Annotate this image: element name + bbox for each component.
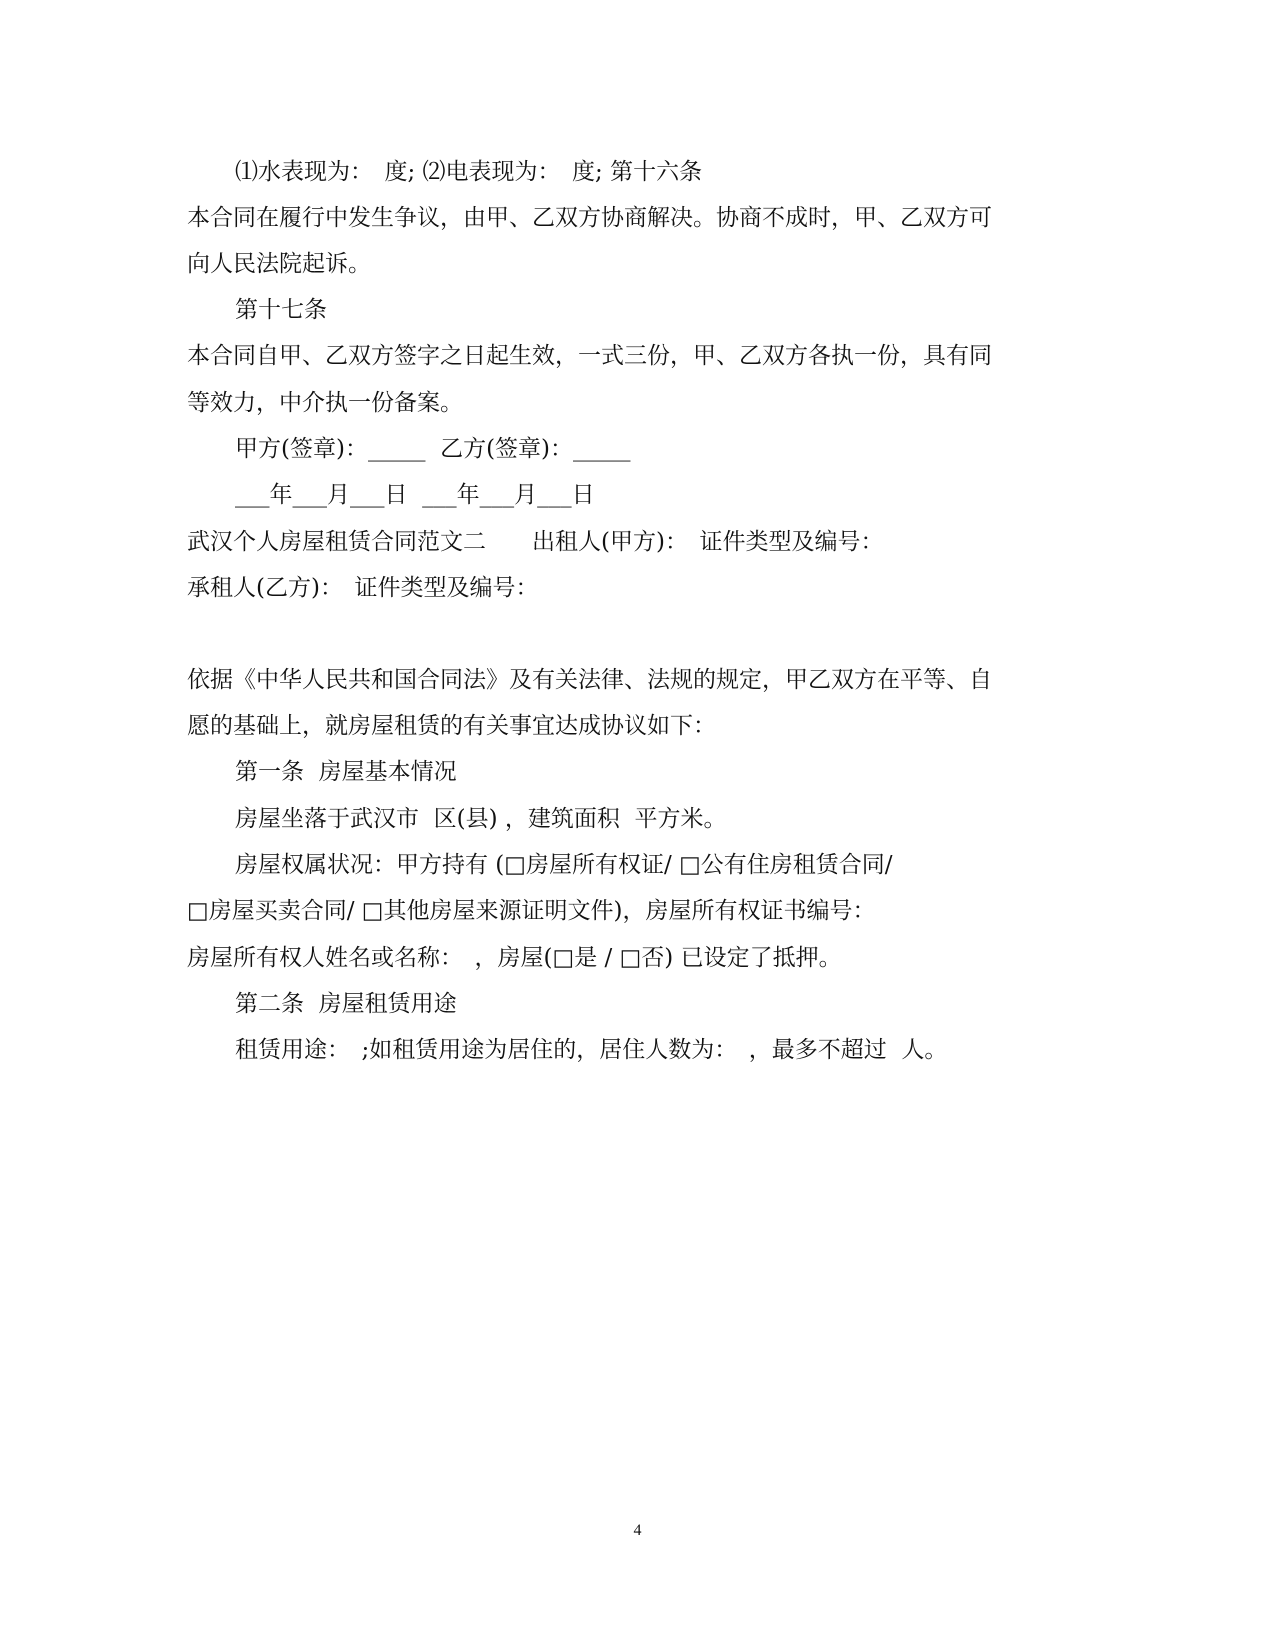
article-17-heading: 第十七条 — [235, 297, 327, 323]
dispute-clause-line-2: 向人民法院起诉。 — [187, 251, 371, 277]
ownership-status-line-2: □房屋买卖合同/ □其他房屋来源证明文件)，房屋所有权证书编号： — [187, 898, 876, 924]
meter-readings-line: ⑴水表现为： 度; ⑵电表现为： 度; 第十六条 — [235, 159, 703, 185]
preamble-line-2: 愿的基础上，就房屋租赁的有关事宜达成协议如下： — [187, 713, 716, 739]
article-1-heading: 第一条 房屋基本情况 — [235, 759, 457, 785]
effectiveness-clause-line-2: 等效力，中介执一份备案。 — [187, 390, 463, 416]
date-line: ___年___月___日 ___年___月___日 — [235, 482, 595, 508]
dispute-clause-line-1: 本合同在履行中发生争议，由甲、乙双方协商解决。协商不成时，甲、乙双方可 — [187, 205, 992, 231]
ownership-status-line-1: 房屋权属状况：甲方持有 (□房屋所有权证/ □公有住房租赁合同/ — [235, 852, 893, 878]
article-2-heading: 第二条 房屋租赁用途 — [235, 991, 457, 1017]
contract-two-title-line: 武汉个人房屋租赁合同范文二 出租人(甲方)： 证件类型及编号： — [187, 529, 884, 555]
effectiveness-clause-line-1: 本合同自甲、乙双方签字之日起生效，一式三份，甲、乙双方各执一份，具有同 — [187, 343, 992, 369]
preamble-line-1: 依据《中华人民共和国合同法》及有关法律、法规的规定，甲乙双方在平等、自 — [187, 667, 992, 693]
property-location-line: 房屋坐落于武汉市 区(县) ，建筑面积 平方米。 — [235, 806, 727, 832]
lessee-line: 承租人(乙方)： 证件类型及编号： — [187, 575, 539, 601]
lease-purpose-line: 租赁用途： ;如租赁用途为居住的，居住人数为： ，最多不超过 人。 — [235, 1037, 948, 1063]
signature-line: 甲方(签章)：_____ 乙方(签章)：_____ — [235, 436, 631, 462]
owner-name-line: 房屋所有权人姓名或名称： ，房屋(□是 / □否) 已设定了抵押。 — [187, 945, 842, 971]
page-number: 4 — [633, 1522, 642, 1539]
